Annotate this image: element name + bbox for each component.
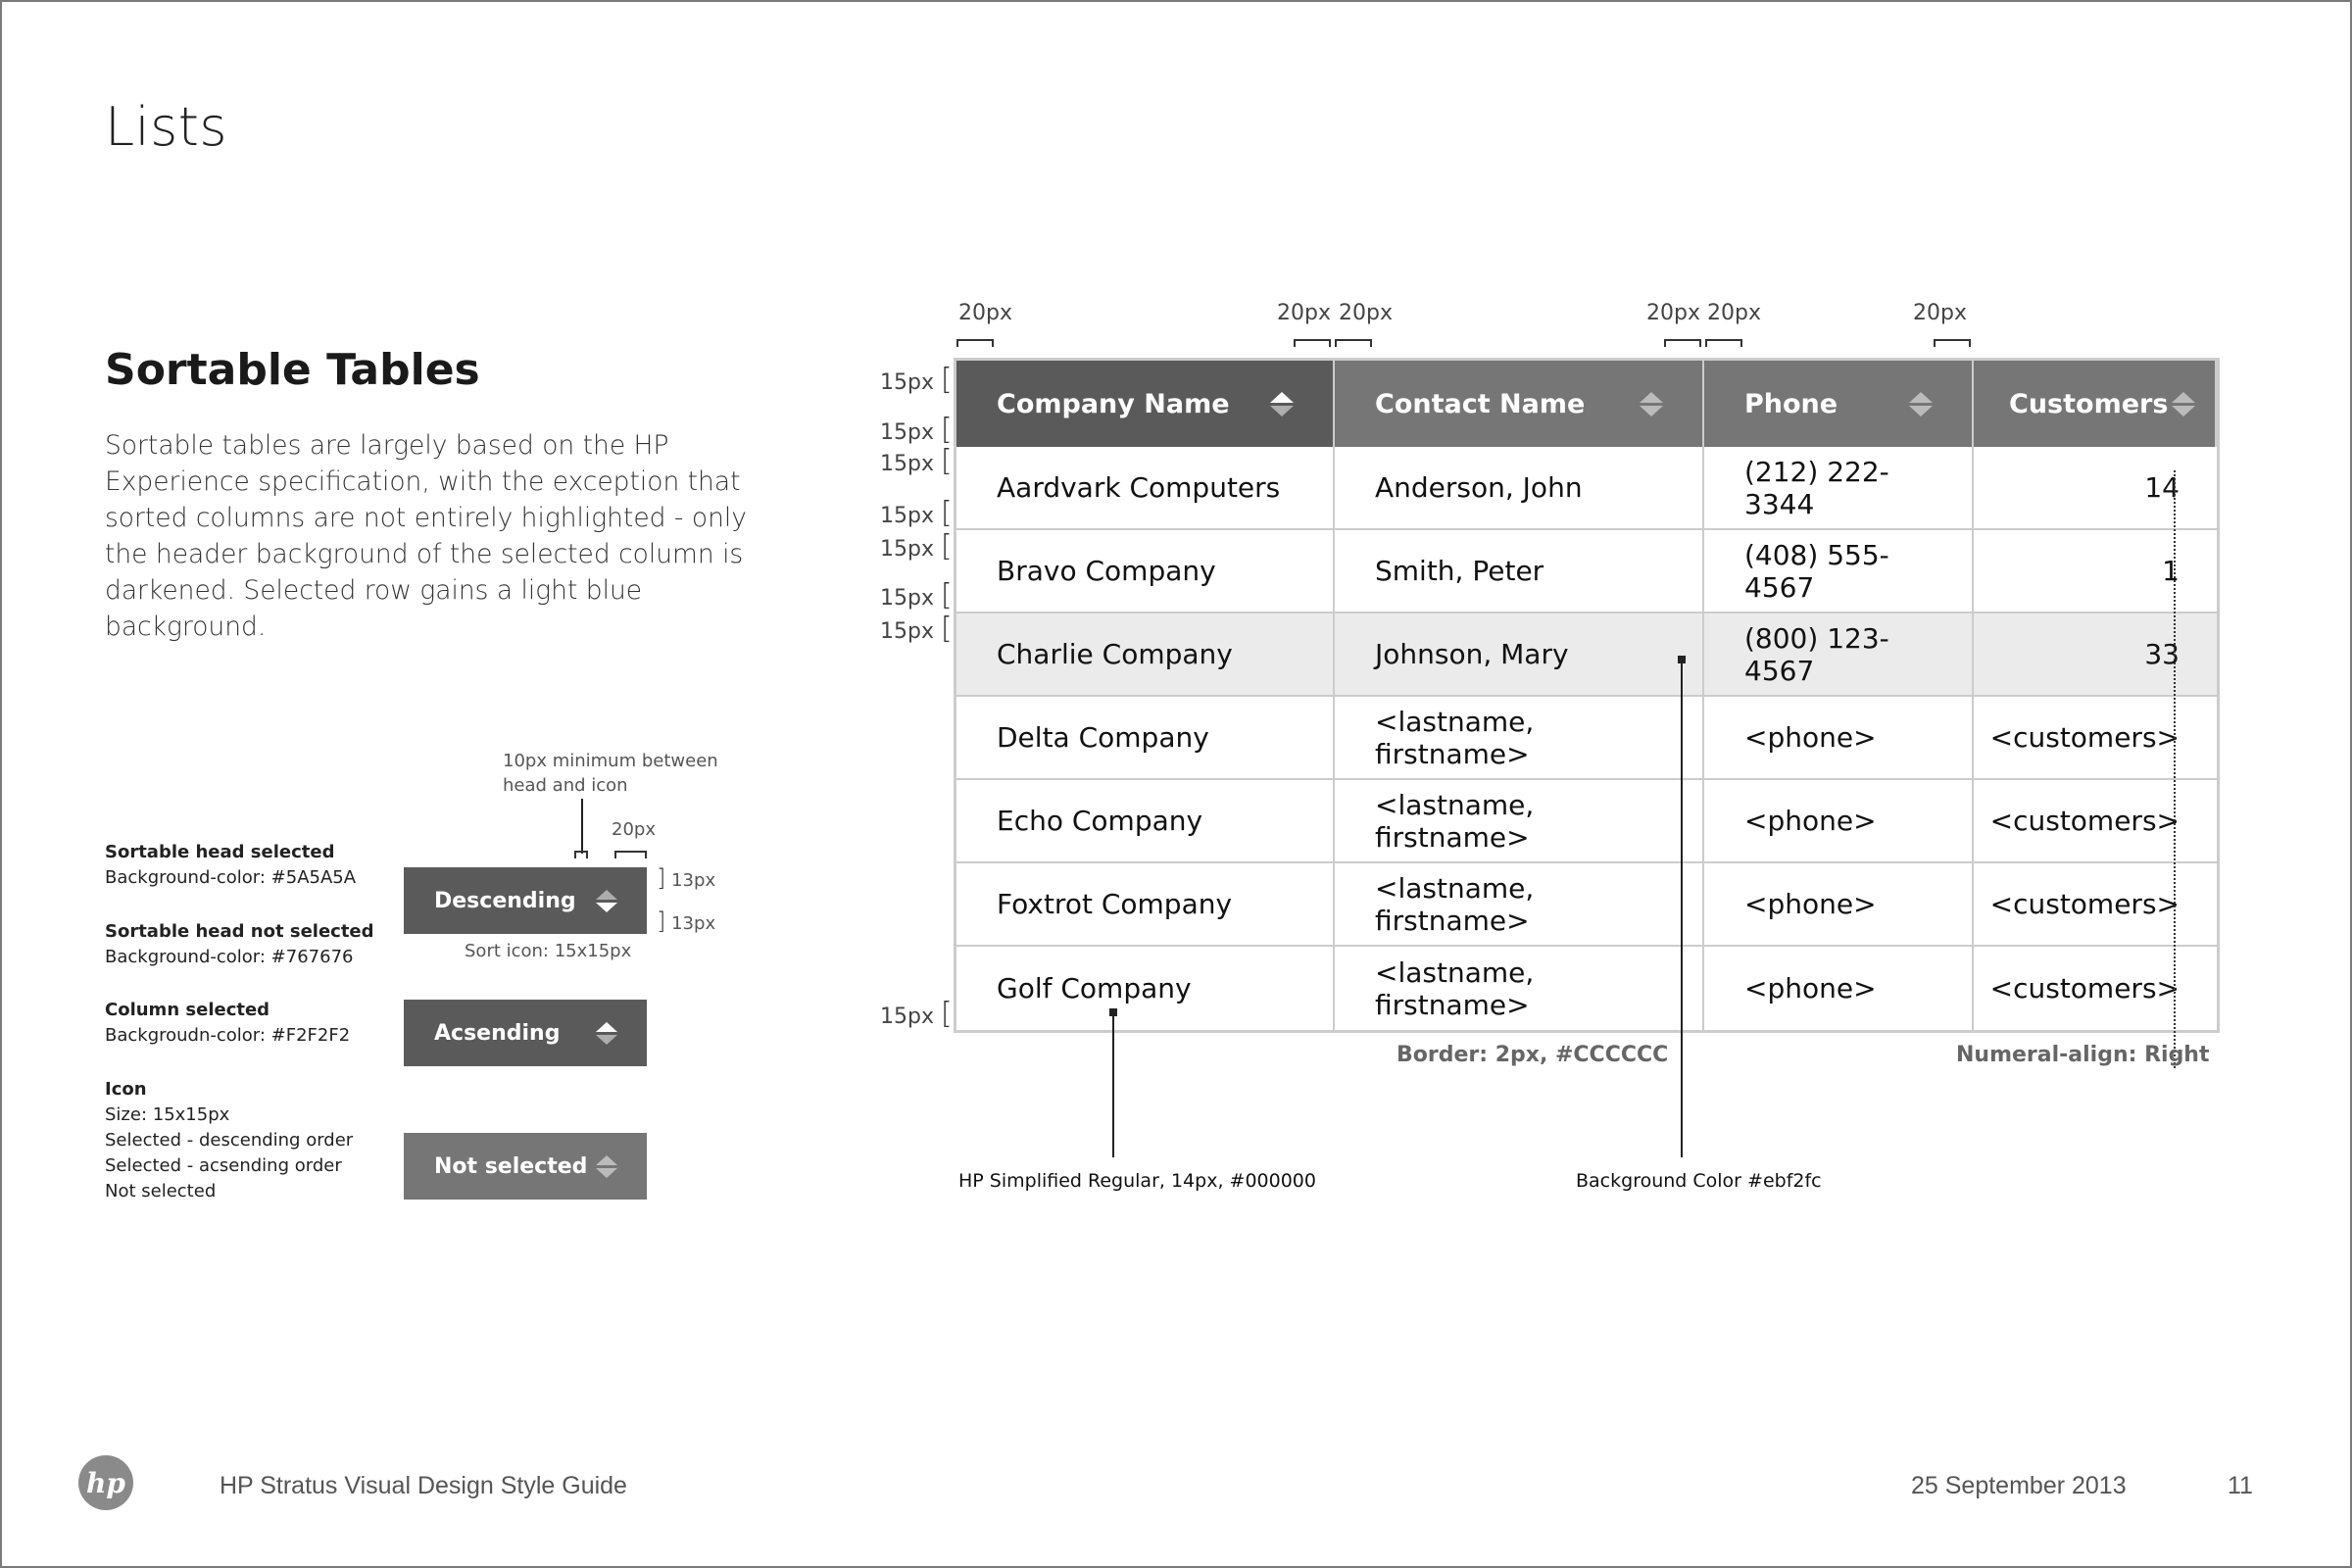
measure-15px: 15px [ <box>880 413 953 447</box>
footer-date: 25 September 2013 <box>1911 1472 2127 1499</box>
measure-15px: 15px [ <box>880 363 953 397</box>
sample-ascending-button[interactable] <box>404 1000 647 1066</box>
border-note: Border: 2px, #CCCCCC <box>1396 1043 1669 1067</box>
cell-contact: <lastname, firstname> <box>1335 863 1704 945</box>
measure-tick <box>956 339 994 347</box>
sort-icon[interactable] <box>1640 392 1663 416</box>
cell-company: Aardvark Computers <box>956 447 1335 528</box>
measure-tick <box>1934 339 1971 347</box>
hp-logo-text: hp <box>86 1466 125 1499</box>
sortable-table <box>954 358 2220 1033</box>
legend-icon-title: Icon <box>105 1079 147 1100</box>
font-note-leader <box>1112 1012 1114 1157</box>
measure-15px: 15px [ <box>880 496 953 530</box>
cell-customers: <customers> <box>1989 972 2180 1004</box>
column-header-contact-name[interactable] <box>1335 361 1704 447</box>
page-title: Lists <box>105 96 228 158</box>
measure-15px-value: 15px <box>880 504 934 528</box>
measure-15px-value: 15px <box>880 537 934 562</box>
min-gap-leader <box>581 799 583 854</box>
min-gap-note-line: 10px minimum between <box>503 751 718 771</box>
table-row[interactable] <box>956 697 2217 780</box>
column-header-label: Phone <box>1744 388 1838 419</box>
table-row[interactable] <box>956 863 2217 947</box>
cell-phone: (800) 123-4567 <box>1704 613 1974 695</box>
footer-guide-title: HP Stratus Visual Design Style Guide <box>220 1472 627 1499</box>
cell-company: Foxtrot Company <box>956 863 1335 945</box>
measure-15px: 15px [ <box>880 529 953 564</box>
legend-head-not-selected-title: Sortable head not selected <box>105 921 374 942</box>
cell-contact: <lastname, firstname> <box>1335 947 1704 1030</box>
cell-phone: <phone> <box>1704 947 1974 1030</box>
measure-15px-value: 15px <box>880 420 934 445</box>
measure-tick <box>1705 339 1742 347</box>
measure-15px: 15px [ <box>880 578 953 612</box>
bg-note-leader <box>1681 660 1683 1157</box>
column-header-phone[interactable] <box>1704 361 1974 447</box>
cell-contact: Smith, Peter <box>1335 530 1704 612</box>
sort-icon[interactable] <box>2172 392 2195 416</box>
table-row[interactable] <box>956 780 2217 863</box>
measure-tick <box>1294 339 1331 347</box>
legend-column-selected-title: Column selected <box>105 1000 270 1020</box>
measure-20px: 20px <box>1339 301 1393 325</box>
measure-20px: 20px <box>1277 301 1331 325</box>
pad-bottom-label: ] 13px <box>657 907 716 935</box>
cell-company: Golf Company <box>956 947 1335 1030</box>
cell-phone: <phone> <box>1704 697 1974 778</box>
legend-column-selected <box>105 998 399 1049</box>
cell-customers: 14 <box>2144 471 2180 504</box>
table-header-row <box>956 361 2217 447</box>
sample-not-selected-button[interactable] <box>404 1133 647 1200</box>
measure-15px: 15px [ <box>880 612 953 646</box>
gap-20-label: 20px <box>612 819 656 840</box>
measure-20px: 20px <box>1913 301 1967 325</box>
sample-descending-button[interactable] <box>404 867 647 934</box>
measure-20px: 20px <box>958 301 1012 325</box>
cell-phone: (408) 555-4567 <box>1704 530 1974 612</box>
cell-company: Delta Company <box>956 697 1335 778</box>
gap-20-tick <box>614 851 647 858</box>
min-gap-note-line: head and icon <box>503 775 628 796</box>
legend-head-not-selected <box>105 919 399 970</box>
measure-15px: 15px [ <box>880 444 953 478</box>
legend-head-selected-value: Background-color: #5A5A5A <box>105 867 357 888</box>
font-note: HP Simplified Regular, 14px, #000000 <box>958 1170 1316 1192</box>
legend-icon-line: Size: 15x15px <box>105 1104 230 1125</box>
sort-unselected-icon <box>596 1155 617 1178</box>
legend-icon-line: Not selected <box>105 1181 217 1201</box>
min-gap-note <box>503 749 718 798</box>
section-title: Sortable Tables <box>105 345 480 395</box>
measure-15px-value: 15px <box>880 586 934 611</box>
column-header-label: Customers <box>2009 388 2169 419</box>
table-row[interactable] <box>956 947 2217 1030</box>
measure-15px-value: 15px <box>880 452 934 476</box>
cell-customers: <customers> <box>1989 888 2180 920</box>
measure-tick <box>1664 339 1701 347</box>
sort-ascending-icon <box>596 1022 617 1045</box>
cell-company: Charlie Company <box>956 613 1335 695</box>
cell-customers: 33 <box>2144 638 2180 670</box>
legend-head-selected-title: Sortable head selected <box>105 842 335 862</box>
measure-15px-value: 15px <box>880 619 934 644</box>
column-header-company-name[interactable] <box>956 361 1335 447</box>
pad-top-label: ] 13px <box>657 864 716 892</box>
table-row[interactable] <box>956 530 2217 613</box>
numeral-align-guide <box>2174 470 2176 1068</box>
cell-company: Bravo Company <box>956 530 1335 612</box>
pad-top-value: 13px <box>671 870 716 891</box>
cell-company: Echo Company <box>956 780 1335 861</box>
cell-customers: <customers> <box>1989 805 2180 837</box>
legend-head-not-selected-value: Background-color: #767676 <box>105 947 354 967</box>
measure-tick <box>1335 339 1372 347</box>
column-header-customers[interactable] <box>1974 361 2217 447</box>
sort-icon[interactable] <box>1270 392 1294 416</box>
sample-ascending-label: Acsending <box>434 1020 561 1046</box>
column-header-label: Contact Name <box>1375 388 1586 419</box>
pad-bottom-value: 13px <box>671 913 716 934</box>
hp-logo-icon <box>78 1455 133 1510</box>
legend-column-selected-value: Backgroudn-color: #F2F2F2 <box>105 1025 351 1046</box>
section-description: Sortable tables are largely based on the HP Experience specification, with the exception that sorted columns are not entirely highlighted - only the header background of the selected column is darkened. Selected row gains a light blue background. <box>105 430 747 642</box>
legend-head-selected <box>105 840 399 891</box>
bg-note: Background Color #ebf2fc <box>1576 1170 1822 1192</box>
measure-15px: 15px [ <box>880 997 953 1031</box>
legend-icon <box>105 1077 428 1204</box>
measure-15px-value: 15px <box>880 1004 934 1029</box>
table-row-selected[interactable] <box>956 613 2217 697</box>
cell-customers: 1 <box>2162 555 2180 587</box>
cell-phone: <phone> <box>1704 863 1974 945</box>
cell-contact: Johnson, Mary <box>1335 613 1704 695</box>
legend-icon-line: Selected - descending order <box>105 1130 354 1151</box>
cell-contact: <lastname, firstname> <box>1335 780 1704 861</box>
measure-15px-value: 15px <box>880 370 934 395</box>
legend-icon-line: Selected - acsending order <box>105 1155 342 1176</box>
measure-20px: 20px <box>1646 301 1700 325</box>
sort-descending-icon <box>596 890 617 912</box>
cell-customers: <customers> <box>1989 721 2180 754</box>
cell-contact: <lastname, firstname> <box>1335 697 1704 778</box>
cell-phone: <phone> <box>1704 780 1974 861</box>
sort-icon[interactable] <box>1909 392 1933 416</box>
cell-phone: (212) 222-3344 <box>1704 447 1974 528</box>
measure-20px: 20px <box>1707 301 1761 325</box>
sample-not-selected-label: Not selected <box>434 1153 588 1179</box>
numeral-align-note: Numeral-align: Right <box>1956 1043 2210 1067</box>
table-row[interactable] <box>956 447 2217 530</box>
min-gap-tick <box>574 851 588 858</box>
sort-icon-note: Sort icon: 15x15px <box>465 941 632 961</box>
footer-page-number: 11 <box>2228 1472 2253 1499</box>
cell-contact: Anderson, John <box>1335 447 1704 528</box>
sample-descending-label: Descending <box>434 888 576 913</box>
column-header-label: Company Name <box>997 388 1230 419</box>
